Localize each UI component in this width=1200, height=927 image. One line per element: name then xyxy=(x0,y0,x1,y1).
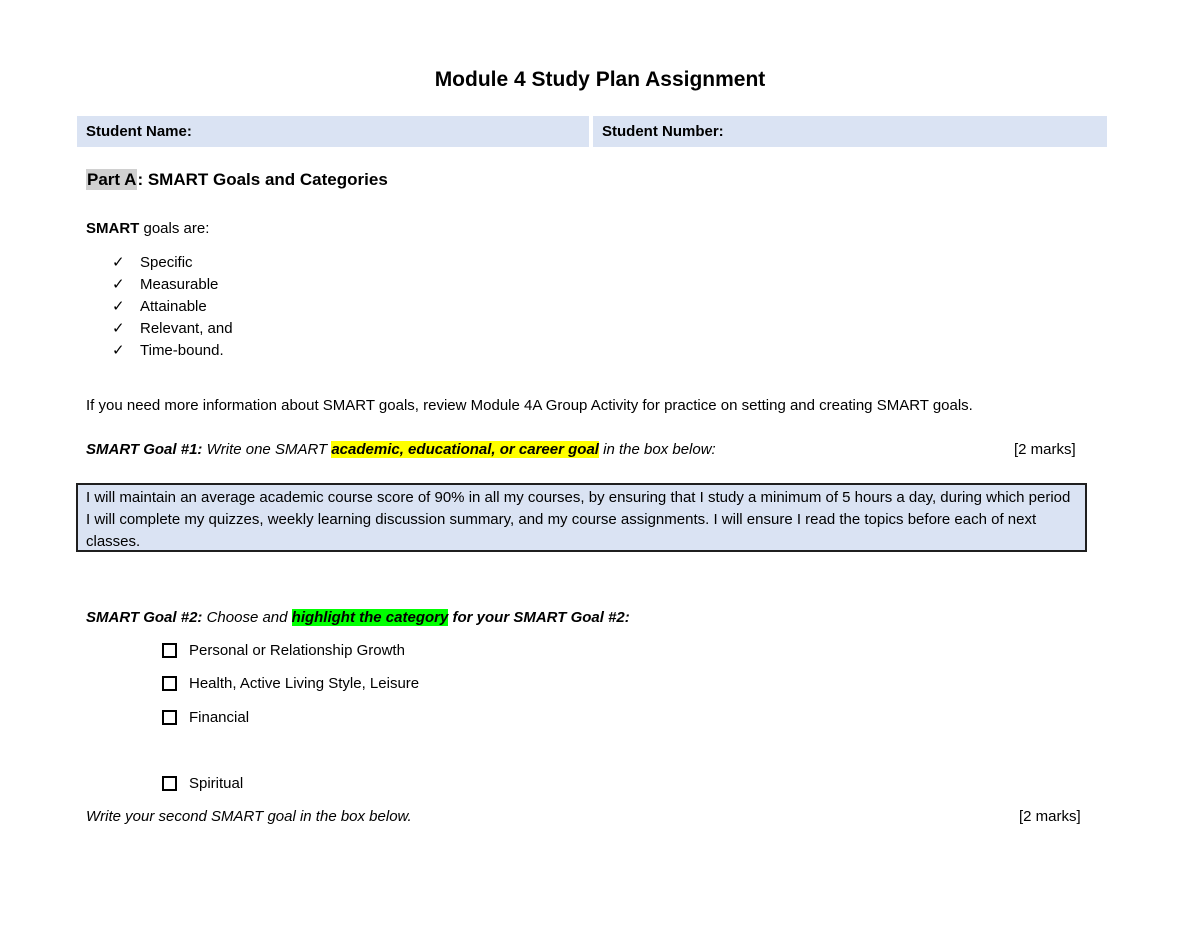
goal1-prompt xyxy=(86,441,716,458)
part-a-heading xyxy=(86,170,388,190)
category-financial[interactable] xyxy=(162,709,249,726)
student-name-label: Student Name: xyxy=(86,123,192,140)
checkbox-icon[interactable] xyxy=(162,643,177,658)
more-info-paragraph: If you need more information about SMART goals, review Module 4A Group Activity for practice on setting and creating SMART goals. xyxy=(86,397,973,414)
list-item xyxy=(112,318,233,340)
goal2-prompt xyxy=(86,609,630,626)
checkmark-icon: ✓ xyxy=(112,342,125,359)
goal2-marks: [2 marks] xyxy=(1019,808,1081,825)
list-item xyxy=(112,340,233,362)
student-number-label: Student Number: xyxy=(602,123,724,140)
student-name-field[interactable] xyxy=(77,116,589,147)
category-label: Financial xyxy=(189,709,250,726)
category-label: Personal or Relationship Growth xyxy=(189,642,405,659)
part-a-title: : SMART Goals and Categories xyxy=(137,170,388,189)
smart-item-label: Attainable xyxy=(140,298,207,315)
goal1-highlight: academic, educational, or career goal xyxy=(331,441,599,458)
goal1-text: Write one SMART xyxy=(202,441,332,458)
category-label: Spiritual xyxy=(189,775,244,792)
goal1-answer-box[interactable]: I will maintain an average academic course score of 90% in all my courses, by ensuring that I study a minimum of 5 hours a day, during which period I will complete my quizzes, weekly learning discussion summary, and my course assignments. I will ensure I read the topics before each of next classes. xyxy=(76,483,1087,552)
checkmark-icon: ✓ xyxy=(112,298,125,315)
student-info-row xyxy=(77,116,1107,148)
goal2-highlight: highlight the category xyxy=(291,609,449,626)
smart-item-label: Relevant, and xyxy=(140,320,233,337)
category-health[interactable] xyxy=(162,675,419,692)
goal2-prefix: SMART Goal #2: xyxy=(86,609,203,626)
list-item xyxy=(112,274,233,296)
smart-item-label: Time-bound. xyxy=(140,342,224,359)
checkmark-icon: ✓ xyxy=(112,320,125,337)
student-number-field[interactable] xyxy=(593,116,1107,147)
list-item xyxy=(112,252,233,274)
category-personal[interactable] xyxy=(162,642,405,659)
checkmark-icon: ✓ xyxy=(112,276,125,293)
goal2-text-end: for your SMART Goal #2: xyxy=(448,609,630,626)
goal1-marks: [2 marks] xyxy=(1014,441,1076,458)
category-label: Health, Active Living Style, Leisure xyxy=(189,675,420,692)
checkmark-icon: ✓ xyxy=(112,254,125,271)
smart-intro-rest: goals are: xyxy=(139,220,210,237)
checkbox-icon[interactable] xyxy=(162,776,177,791)
smart-item-label: Measurable xyxy=(140,276,219,293)
list-item xyxy=(112,296,233,318)
goal1-prefix: SMART Goal #1: xyxy=(86,441,203,458)
smart-criteria-list xyxy=(112,252,233,362)
page-title: Module 4 Study Plan Assignment xyxy=(434,68,766,91)
checkbox-icon[interactable] xyxy=(162,676,177,691)
goal2-text: Choose and xyxy=(202,609,292,626)
category-spiritual[interactable] xyxy=(162,775,243,792)
smart-intro-bold: SMART xyxy=(86,220,140,237)
goal2-write-prompt: Write your second SMART goal in the box below. xyxy=(86,808,412,825)
smart-item-label: Specific xyxy=(140,254,193,271)
goal1-text-end: in the box below: xyxy=(598,441,716,458)
smart-intro xyxy=(86,220,209,237)
part-a-label: Part A xyxy=(87,170,137,189)
checkbox-icon[interactable] xyxy=(162,710,177,725)
